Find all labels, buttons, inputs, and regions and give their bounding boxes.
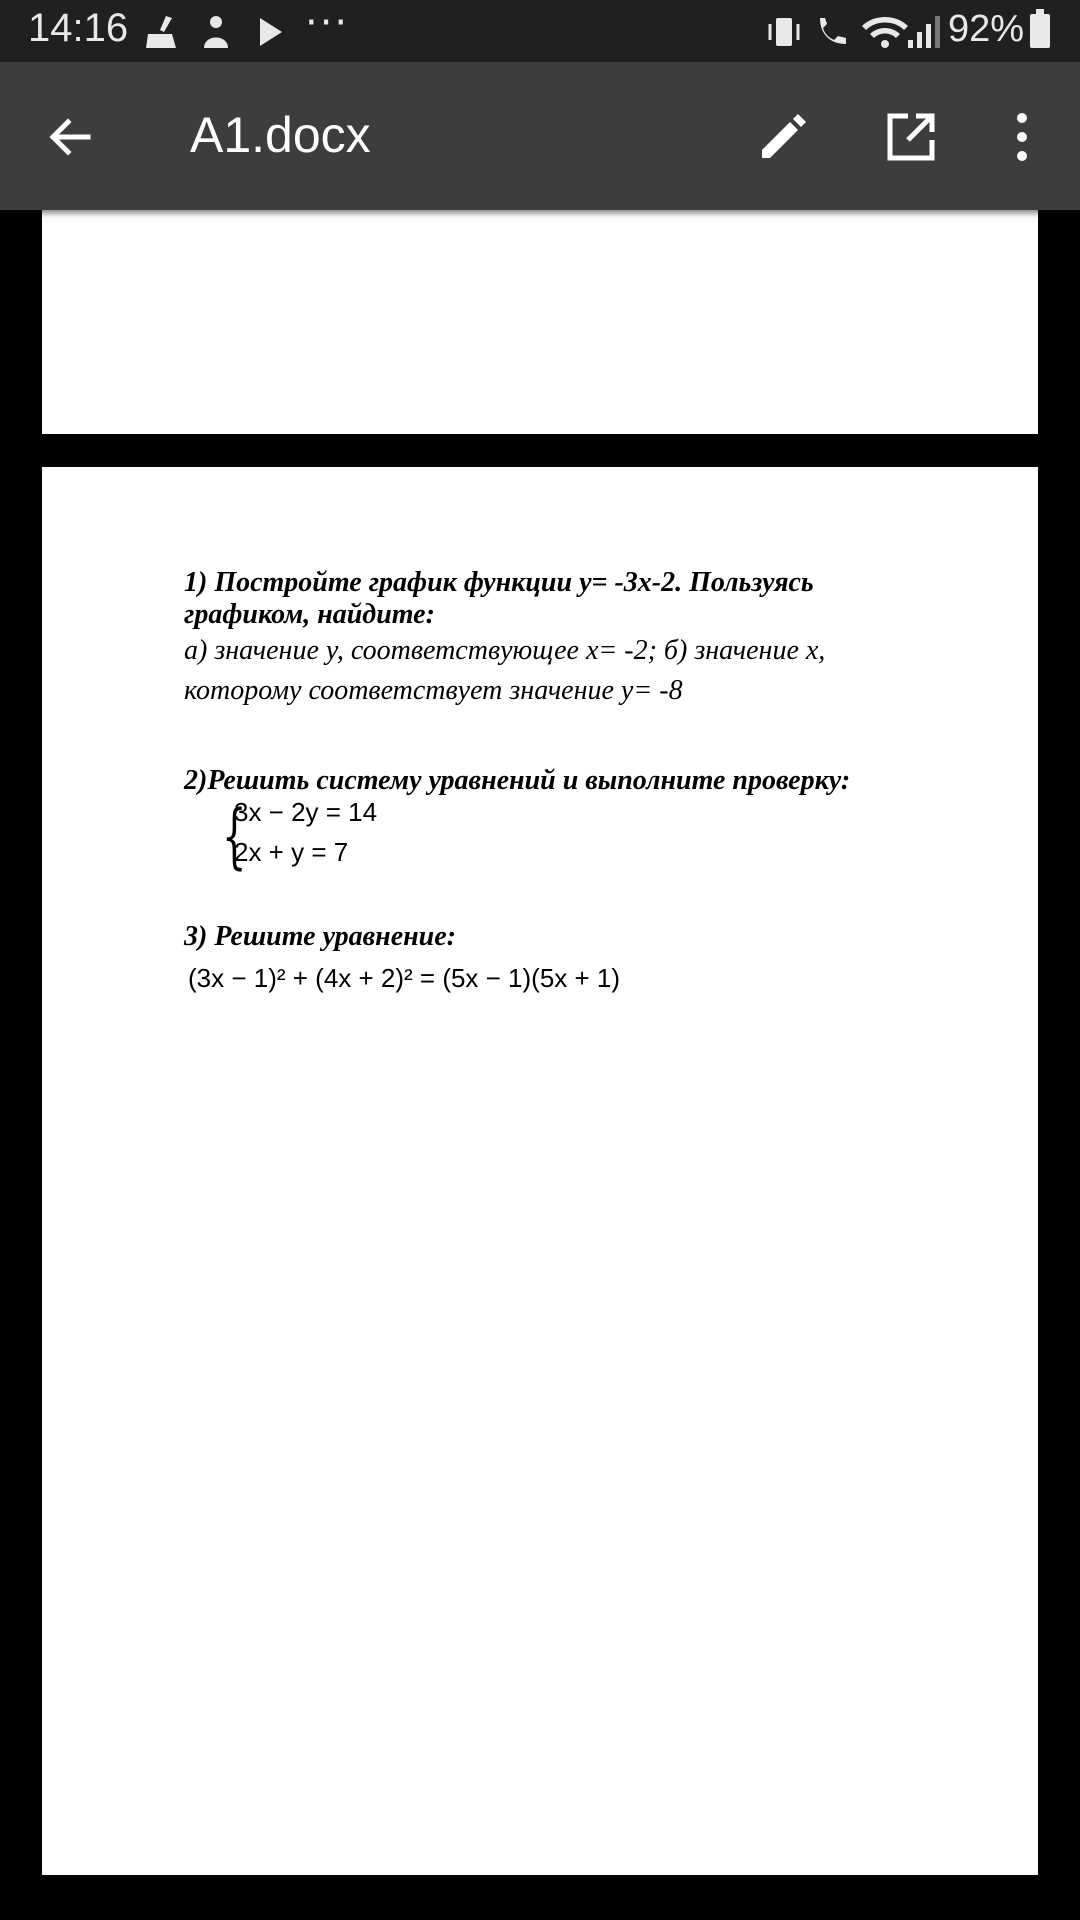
status-time: 14:16 bbox=[28, 6, 129, 50]
question-1-text: а) значение у, соответствующее х= -2; б) значение х, которому соответствует значение у= -8 bbox=[184, 635, 826, 706]
system-equation-1: 3x − 2y = 14 bbox=[234, 797, 378, 827]
question-2-title: 2)Решить систему уравнений и выполните проверку: bbox=[184, 765, 851, 796]
document-title: А1.docx bbox=[190, 107, 371, 163]
question-3-equation: (3x − 1)² + (4x + 2)² = (5x − 1)(5x + 1) bbox=[188, 963, 621, 993]
status-bar bbox=[0, 0, 1080, 62]
document-viewer[interactable] bbox=[0, 210, 1080, 1920]
document-content bbox=[184, 567, 924, 994]
question-3-title: 3) Решите уравнение: bbox=[184, 921, 456, 952]
battery-icon bbox=[1030, 14, 1050, 48]
equation-system bbox=[222, 797, 924, 879]
signal-icon bbox=[904, 12, 944, 52]
wifi-icon bbox=[860, 12, 910, 52]
cleaner-icon bbox=[142, 12, 182, 52]
document-page-previous bbox=[42, 210, 1038, 434]
upload-person-icon bbox=[196, 12, 236, 52]
edit-button[interactable] bbox=[752, 106, 814, 168]
more-notifications-icon: ··· bbox=[305, 0, 350, 46]
play-icon bbox=[250, 12, 290, 52]
back-button[interactable] bbox=[40, 106, 102, 168]
vibrate-icon bbox=[764, 12, 804, 52]
question-1-title: 1) Постройте график функции у= -3х-2. Пользуясь графиком, найдите: bbox=[184, 567, 814, 630]
battery-percent: 92% bbox=[948, 8, 1025, 50]
document-page-current bbox=[42, 467, 1038, 1875]
more-options-button[interactable] bbox=[1000, 106, 1044, 168]
app-bar bbox=[0, 62, 1080, 210]
system-equation-2: 2x + y = 7 bbox=[234, 837, 349, 867]
system-brace: { bbox=[222, 795, 247, 877]
open-external-button[interactable] bbox=[880, 106, 942, 168]
wifi-call-icon bbox=[812, 12, 852, 52]
